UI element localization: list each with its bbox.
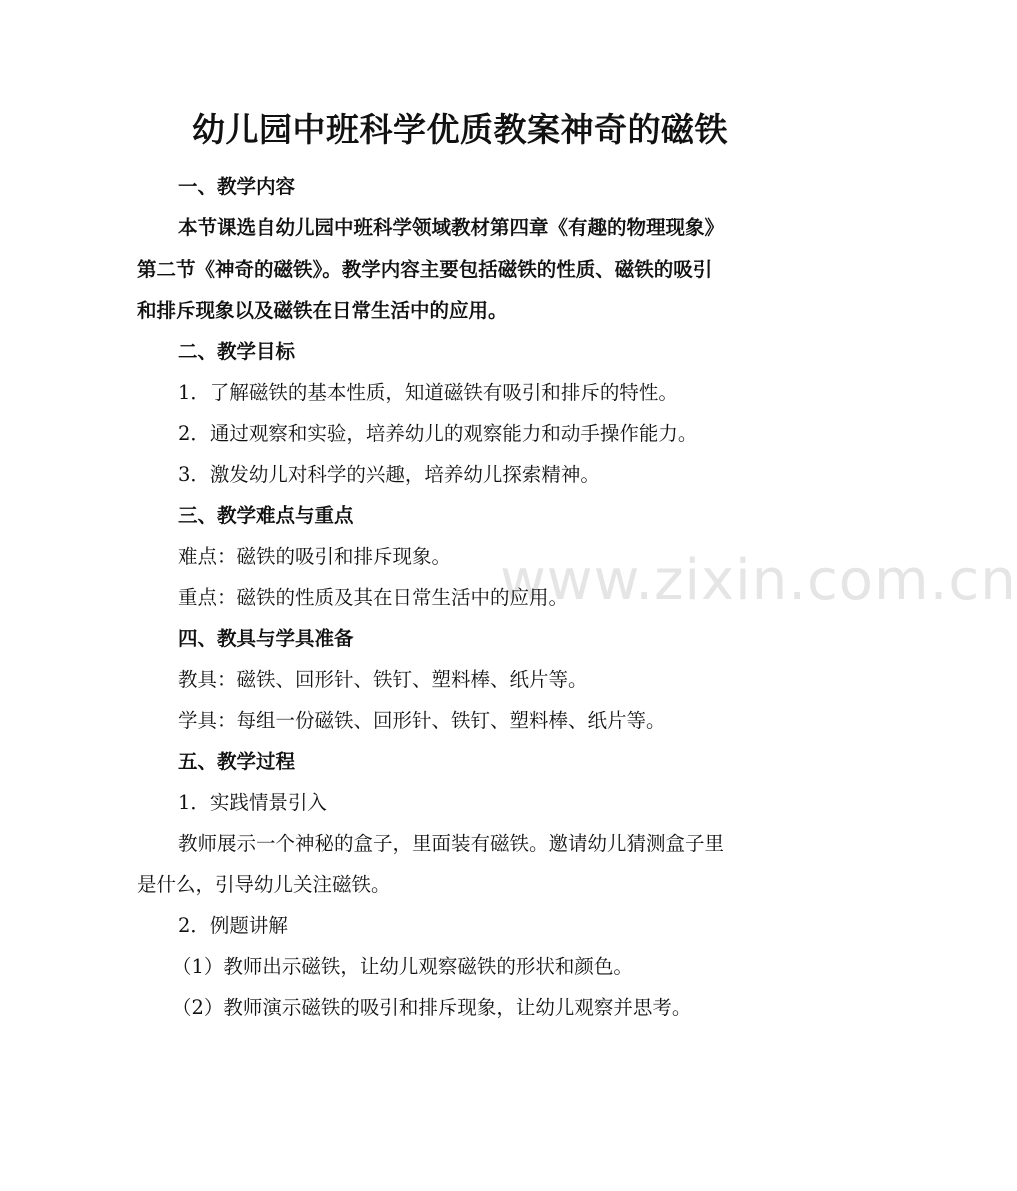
- process-step-1-paragraph-line-2: 是什么，引导幼儿关注磁铁。: [137, 873, 391, 896]
- objective-item: 3．激发幼儿对科学的兴趣，培养幼儿探索精神。: [178, 463, 600, 486]
- section-heading-process: 五、教学过程: [178, 750, 296, 773]
- document-title: 幼儿园中班科学优质教案神奇的磁铁: [192, 110, 728, 149]
- objective-item: 2．通过观察和实验，培养幼儿的观察能力和动手操作能力。: [178, 422, 698, 445]
- content-paragraph-line-1: 本节课选自幼儿园中班科学领域教材第四章《有趣的物理现象》: [178, 216, 725, 239]
- objective-item: 1．了解磁铁的基本性质，知道磁铁有吸引和排斥的特性。: [178, 381, 678, 404]
- process-step-2-item: （1）教师出示磁铁，让幼儿观察磁铁的形状和颜色。: [172, 955, 633, 978]
- process-step-1: 1．实践情景引入: [178, 791, 327, 814]
- student-materials: 学具：每组一份磁铁、回形针、铁钉、塑料棒、纸片等。: [178, 709, 666, 732]
- watermark: www.zixin.com.cn: [500, 548, 1017, 613]
- difficult-point: 难点：磁铁的吸引和排斥现象。: [178, 545, 452, 568]
- process-step-2-item: （2）教师演示磁铁的吸引和排斥现象，让幼儿观察并思考。: [172, 996, 692, 1019]
- process-step-2: 2．例题讲解: [178, 914, 288, 937]
- section-heading-materials: 四、教具与学具准备: [178, 627, 354, 650]
- section-heading-content: 一、教学内容: [178, 175, 296, 198]
- process-step-1-paragraph-line-1: 教师展示一个神秘的盒子，里面装有磁铁。邀请幼儿猜测盒子里: [178, 832, 725, 855]
- section-heading-objectives: 二、教学目标: [178, 340, 296, 363]
- content-paragraph-line-3: 和排斥现象以及磁铁在日常生活中的应用。: [137, 299, 508, 322]
- key-point: 重点：磁铁的性质及其在日常生活中的应用。: [178, 586, 569, 609]
- teacher-materials: 教具：磁铁、回形针、铁钉、塑料棒、纸片等。: [178, 668, 588, 691]
- content-paragraph-line-2: 第二节《神奇的磁铁》。教学内容主要包括磁铁的性质、磁铁的吸引: [137, 258, 713, 281]
- section-heading-difficulties: 三、教学难点与重点: [178, 504, 354, 527]
